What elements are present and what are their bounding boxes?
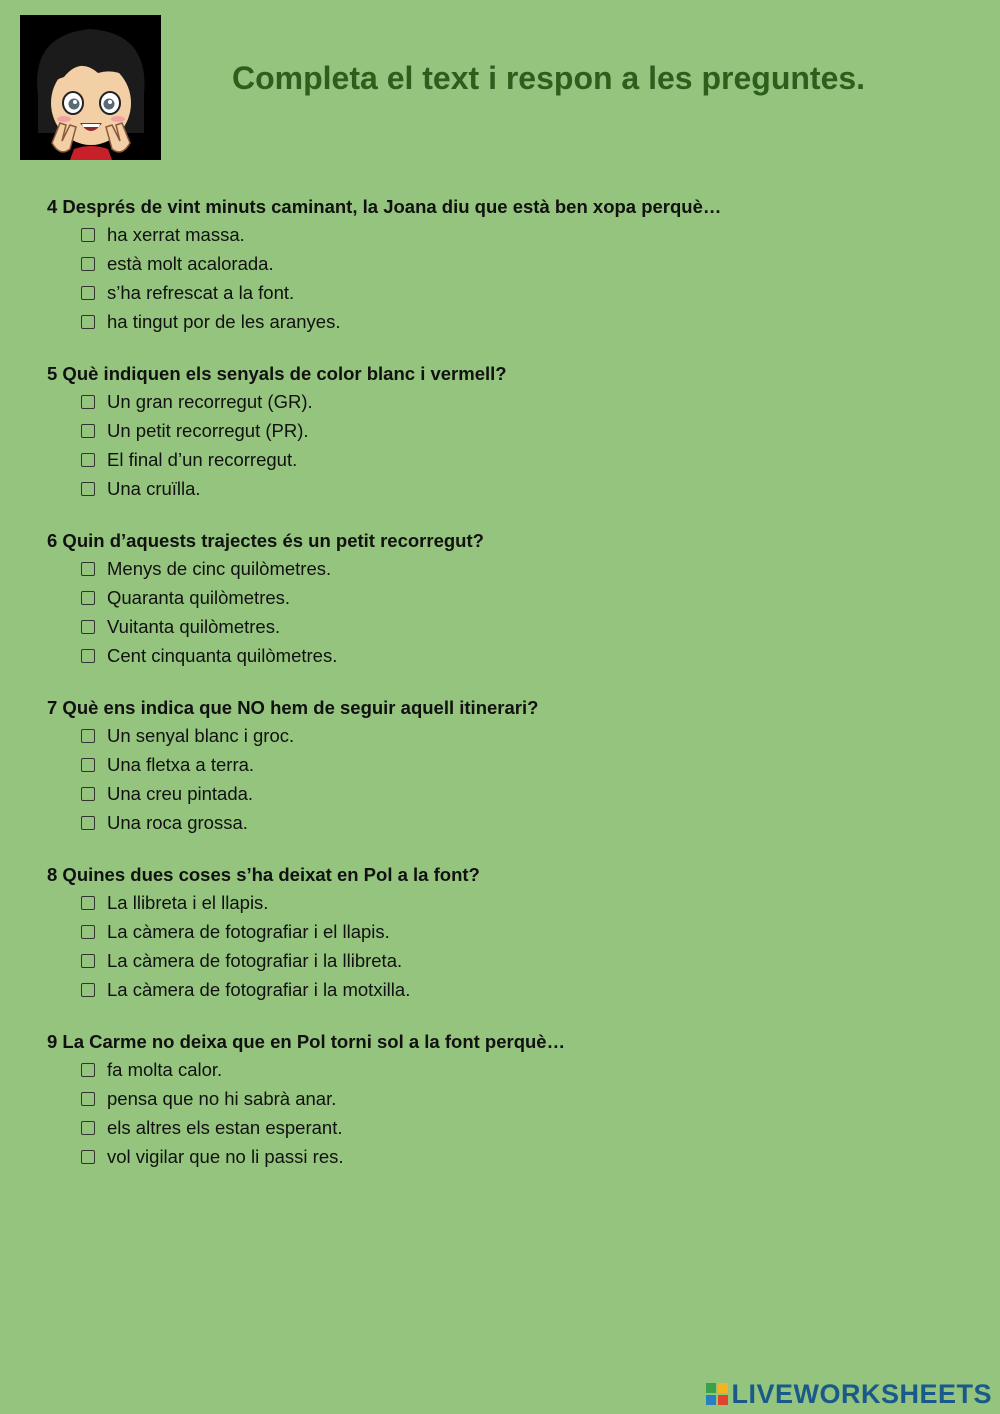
answer-label: pensa que no hi sabrà anar. [107,1087,337,1109]
answer-label: Un gran recorregut (GR). [107,390,313,412]
question-6 [47,527,977,670]
answer-option[interactable] [81,416,977,445]
answer-option[interactable] [81,808,977,837]
answer-option[interactable] [81,307,977,336]
question-text: 4 Després de vint minuts caminant, la Joana diu que està ben xopa perquè… [47,196,722,217]
answer-label: Quaranta quilòmetres. [107,586,291,608]
answer-option[interactable] [81,750,977,779]
answer-option[interactable] [81,474,977,503]
question-text: 5 Què indiquen els senyals de color blanc i vermell? [47,363,507,384]
answer-checkbox[interactable] [81,228,95,242]
question-9 [47,1028,977,1171]
answer-option[interactable] [81,249,977,278]
answer-checkbox[interactable] [81,286,95,300]
answer-label: ha tingut por de les aranyes. [107,310,341,332]
brand-name: LIVEWORKSHEETS [731,1379,992,1409]
answer-label: Vuitanta quilòmetres. [107,615,281,637]
answer-label: ha xerrat massa. [107,223,245,245]
question-text: 8 Quines dues coses s’ha deixat en Pol a la font? [47,864,480,885]
question-text: 9 La Carme no deixa que en Pol torni sol a la font perquè… [47,1031,566,1052]
answer-label: els altres els estan esperant. [107,1116,343,1138]
answer-label: La càmera de fotografiar i la llibreta. [107,949,403,971]
answer-label: El final d’un recorregut. [107,448,298,470]
answer-label: Una creu pintada. [107,782,254,804]
question-list [47,193,977,1195]
answer-label: Una cruïlla. [107,477,201,499]
answer-checkbox[interactable] [81,591,95,605]
answer-checkbox[interactable] [81,1150,95,1164]
answer-checkbox[interactable] [81,482,95,496]
answer-checkbox[interactable] [81,315,95,329]
answer-option[interactable] [81,641,977,670]
cartoon-girl-icon [20,15,161,160]
answer-checkbox[interactable] [81,562,95,576]
answer-checkbox[interactable] [81,395,95,409]
answer-option[interactable] [81,779,977,808]
answer-label: Cent cinquanta quilòmetres. [107,644,338,666]
answer-option[interactable] [81,278,977,307]
answer-label: Una fletxa a terra. [107,753,255,775]
answer-label: La llibreta i el llapis. [107,891,269,913]
answer-label: s’ha refrescat a la font. [107,281,295,303]
answer-checkbox[interactable] [81,816,95,830]
avatar [20,15,161,160]
answer-checkbox[interactable] [81,729,95,743]
question-4 [47,193,977,336]
answer-checkbox[interactable] [81,983,95,997]
answer-option[interactable] [81,387,977,416]
answer-label: La càmera de fotografiar i el llapis. [107,920,390,942]
answer-option[interactable] [81,888,977,917]
answer-option[interactable] [81,583,977,612]
answer-checkbox[interactable] [81,453,95,467]
answer-option[interactable] [81,975,977,1004]
question-7 [47,694,977,837]
answer-checkbox[interactable] [81,257,95,271]
answer-option[interactable] [81,612,977,641]
answer-label: Un petit recorregut (PR). [107,419,309,441]
answer-option[interactable] [81,1084,977,1113]
answer-option[interactable] [81,1055,977,1084]
question-5 [47,360,977,503]
answer-label: Menys de cinc quilòmetres. [107,557,332,579]
answer-checkbox[interactable] [81,758,95,772]
answer-label: La càmera de fotografiar i la motxilla. [107,978,411,1000]
answer-checkbox[interactable] [81,954,95,968]
answer-option[interactable] [81,1113,977,1142]
answer-label: fa molta calor. [107,1058,223,1080]
answer-option[interactable] [81,445,977,474]
answer-checkbox[interactable] [81,896,95,910]
answer-checkbox[interactable] [81,1092,95,1106]
answer-option[interactable] [81,946,977,975]
page-title: Completa el text i respon a les preguntes. [232,60,866,96]
question-8 [47,861,977,1004]
answer-label: Una roca grossa. [107,811,248,833]
answer-option[interactable] [81,721,977,750]
answer-checkbox[interactable] [81,649,95,663]
answer-label: Un senyal blanc i groc. [107,724,295,746]
answer-checkbox[interactable] [81,620,95,634]
answer-checkbox[interactable] [81,925,95,939]
liveworksheets-logo-icon [706,1383,728,1405]
answer-checkbox[interactable] [81,1121,95,1135]
answer-option[interactable] [81,554,977,583]
question-text: 7 Què ens indica que NO hem de seguir aquell itinerari? [47,697,539,718]
answer-label: està molt acalorada. [107,252,274,274]
answer-checkbox[interactable] [81,424,95,438]
answer-label: vol vigilar que no li passi res. [107,1145,344,1167]
answer-option[interactable] [81,917,977,946]
answer-checkbox[interactable] [81,1063,95,1077]
brand-footer [706,1380,992,1408]
answer-option[interactable] [81,1142,977,1171]
answer-checkbox[interactable] [81,787,95,801]
question-text: 6 Quin d’aquests trajectes és un petit recorregut? [47,530,484,551]
answer-option[interactable] [81,220,977,249]
